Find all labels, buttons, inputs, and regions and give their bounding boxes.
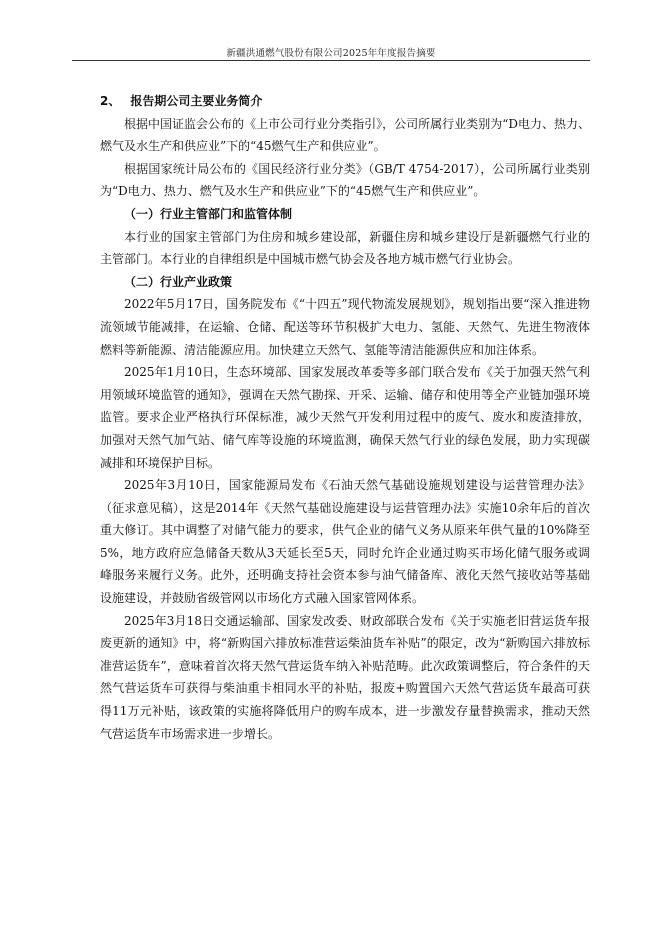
paragraph-policy-2025-mar18: 2025年3月18日交通运输部、国家发改委、财政部联合发布《关于实施老旧营运货车报废更新的通知》中，将“新购国六排放标准营运柴油货车补贴”的限定，改为“新购国六排放标准营运货车”，意味着首次将天然气营运货车纳入补贴范畴。此次政策调整后，符合条件的天然气营运货车可获得与柴油重卡相同水平的补贴，报废+购置国六天然气营运货车最高可获得11万元补贴，该政策的实施将降低用户的购车成本，进一步激发存量替换需求，推动天然气营运货车市场需求进一步增长。 [100,613,590,741]
paragraph-policy-2025-jan: 2025年1月10日，生态环境部、国家发展改革委等多部门联合发布《关于加强天然气利用领域环境监管的通知》，强调在天然气勘探、开采、运输、储存和使用等全产业链加强环境监管。要求企业严格执行环保标准，减少天然气开发利用过程中的废气、废水和废渣排放，加强对天然气加气站、储气库等设施的环境监测，确保天然气行业的绿色发展，助力实现碳减排和环境保护目标。 [100,365,590,470]
section-number: 2、 [100,94,121,108]
paragraph-regulators: 本行业的国家主管部门为住房和城乡建设部，新疆住房和城乡建设厅是新疆燃气行业的主管部门。本行业的自律组织是中国城市燃气协会及各地方城市燃气行业协会。 [100,229,590,267]
paragraph-industry-nbs: 根据国家统计局公布的《国民经济行业分类》（GB/T 4754-2017），公司所属行业类别为“D电力、热力、燃气及水生产和供应业”下的“45燃气生产和供应业”。 [100,161,590,199]
subheading-regulation: （一）行业主管部门和监管体制 [124,206,293,221]
paragraph-policy-2022: 2022年5月17日，国务院发布《“十四五”现代物流发展规划》，规划指出要“深入推进物流领域节能减排，在运输、仓储、配送等环节积极扩大电力、氢能、天然气、先进生物液体燃料等新能源、清洁能源应用。加快建立天然气、氢能等清洁能源供应和加注体系。 [100,297,590,357]
paragraph-industry-csrc: 根据中国证监会公布的《上市公司行业分类指引》，公司所属行业类别为“D电力、热力、燃气及水生产和供应业”下的“45燃气生产和供应业”。 [100,116,590,154]
header-divider [72,60,590,61]
section-heading [100,90,590,113]
paragraph-policy-2025-mar10: 2025年3月10日，国家能源局发布《石油天然气基础设施规划建设与运营管理办法》（征求意见稿），这是2014年《天然气基础设施建设与运营管理办法》实施10余年后的首次重大修订。其中调整了对储气能力的要求，供气企业的储气义务从原来年供气量的10%降至5%，地方政府应急储备天数从3天延长至5天，同时允许企业通过购买市场化储气服务或调峰服务来履行义务。此外，还明确支持社会资本参与油气储备库、液化天然气接收站等基础设施建设，并鼓励省级管网以市场化方式融入国家管网体系。 [100,478,590,606]
subheading-policy: （二）行业产业政策 [124,274,233,289]
page-header: 新疆洪通燃气股份有限公司2025年年度报告摘要 [226,48,436,59]
document-body [100,90,590,745]
section-title: 报告期公司主要业务简介 [130,94,263,108]
